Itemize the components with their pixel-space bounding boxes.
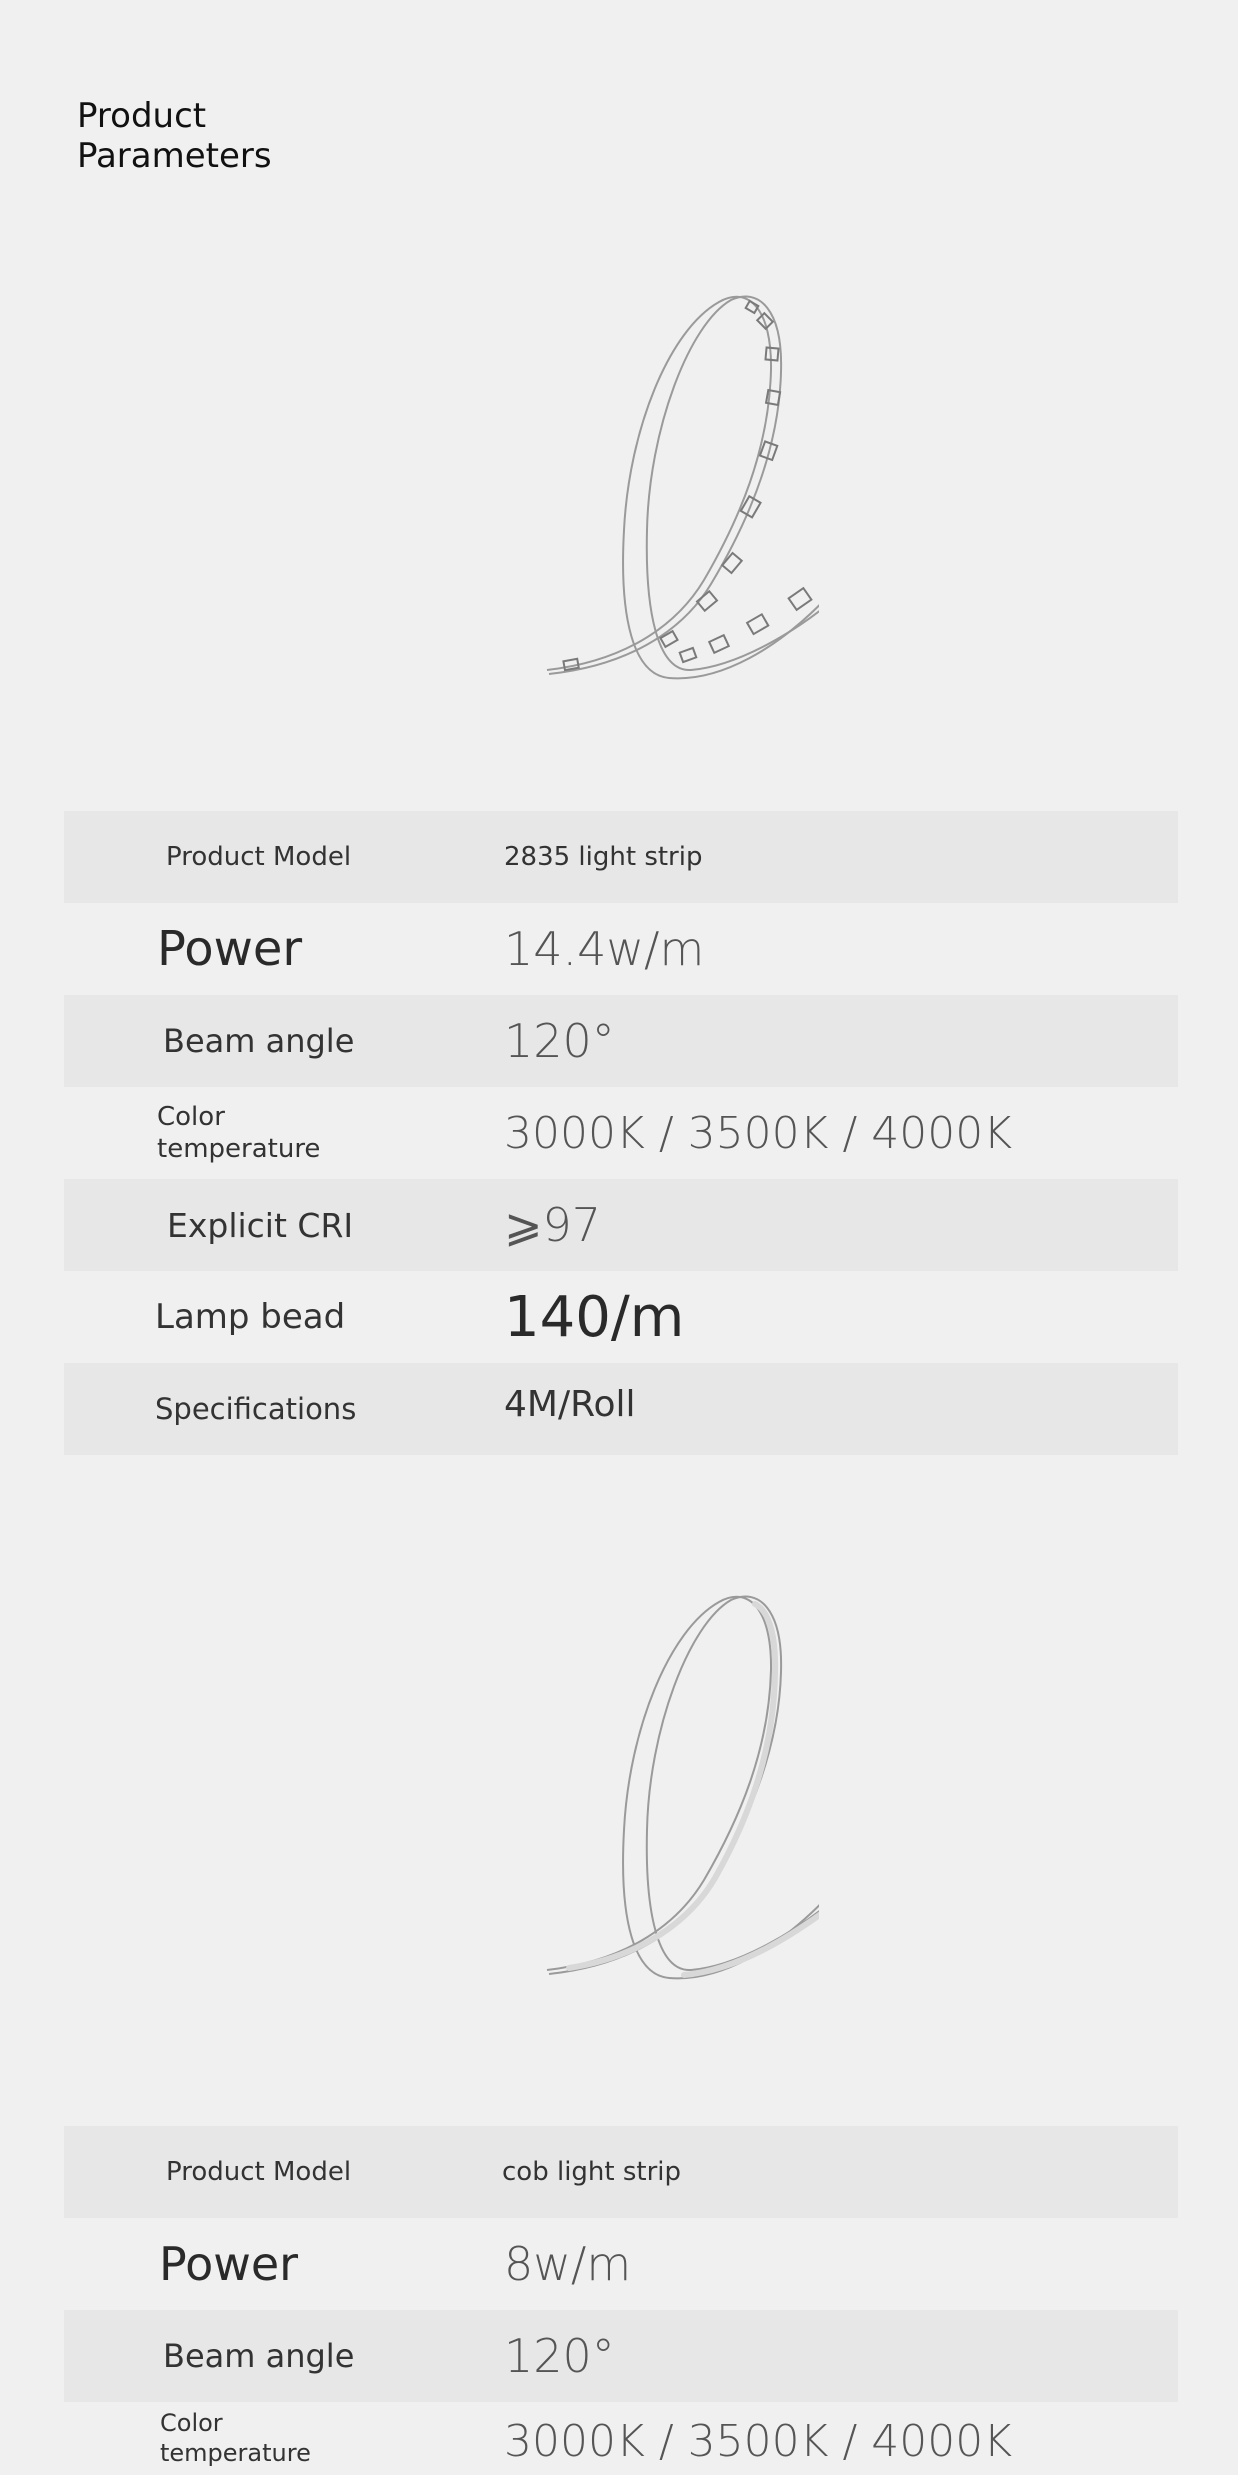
cob-strip-icon: [419, 1590, 819, 1990]
led-2835-strip-illustration: [0, 290, 1238, 690]
label-line-2: temperature: [157, 1134, 321, 1164]
row-value-color-temperature: 3000K / 3500K / 4000K: [504, 2416, 1013, 2467]
table-row: [64, 2310, 1178, 2402]
table-row: [64, 1179, 1178, 1271]
row-label-beam-angle: Beam angle: [163, 1022, 355, 1060]
label-line-1: Color: [160, 2409, 223, 2437]
label-line-2: temperature: [160, 2439, 311, 2467]
table-row: [64, 2218, 1178, 2310]
table-row: [64, 1271, 1178, 1363]
row-value-lamp-bead: 140/m: [504, 1284, 685, 1350]
row-label-product-model: Product Model: [166, 2157, 352, 2187]
row-label-color-temperature: [157, 1087, 377, 1179]
parameters-table-2835: [64, 811, 1178, 1455]
row-label-product-model: Product Model: [166, 842, 352, 872]
row-value-explicit-cri: ⩾97: [504, 1198, 602, 1252]
page-title-line-1: Product: [77, 96, 207, 136]
table-row: [64, 995, 1178, 1087]
table-row: [64, 903, 1178, 995]
row-value-beam-angle: 120°: [504, 2329, 615, 2383]
row-label-power: Power: [159, 2237, 299, 2291]
row-label-beam-angle: Beam angle: [163, 2337, 355, 2375]
cob-strip-illustration: [0, 1590, 1238, 1990]
row-label-specifications: Specifications: [155, 1392, 357, 1426]
row-value-power: 14.4w/m: [504, 922, 705, 976]
row-value-specifications: 4M/Roll: [504, 1383, 636, 1425]
table-row: [64, 1363, 1178, 1455]
row-value-power: 8w/m: [504, 2237, 632, 2291]
table-row: [64, 1087, 1178, 1179]
row-value-color-temperature: 3000K / 3500K / 4000K: [504, 1107, 1013, 1159]
led-2835-strip-icon: [419, 290, 819, 690]
label-line-1: Color: [157, 1102, 225, 1132]
row-label-color-temperature: [160, 2408, 380, 2467]
row-label-explicit-cri: Explicit CRI: [167, 1205, 354, 1245]
table-row: [64, 811, 1178, 903]
table-row: [64, 2126, 1178, 2218]
row-value-product-model: cob light strip: [502, 2157, 682, 2187]
table-row: [64, 2402, 1178, 2467]
row-value-beam-angle: 120°: [504, 1014, 615, 1068]
row-value-product-model: 2835 light strip: [504, 842, 703, 872]
page-title-line-2: Parameters: [77, 136, 272, 176]
row-label-lamp-bead: Lamp bead: [155, 1297, 346, 1337]
page-title: [77, 96, 272, 176]
row-label-power: Power: [157, 921, 303, 977]
parameters-table-cob: [64, 2126, 1178, 2467]
